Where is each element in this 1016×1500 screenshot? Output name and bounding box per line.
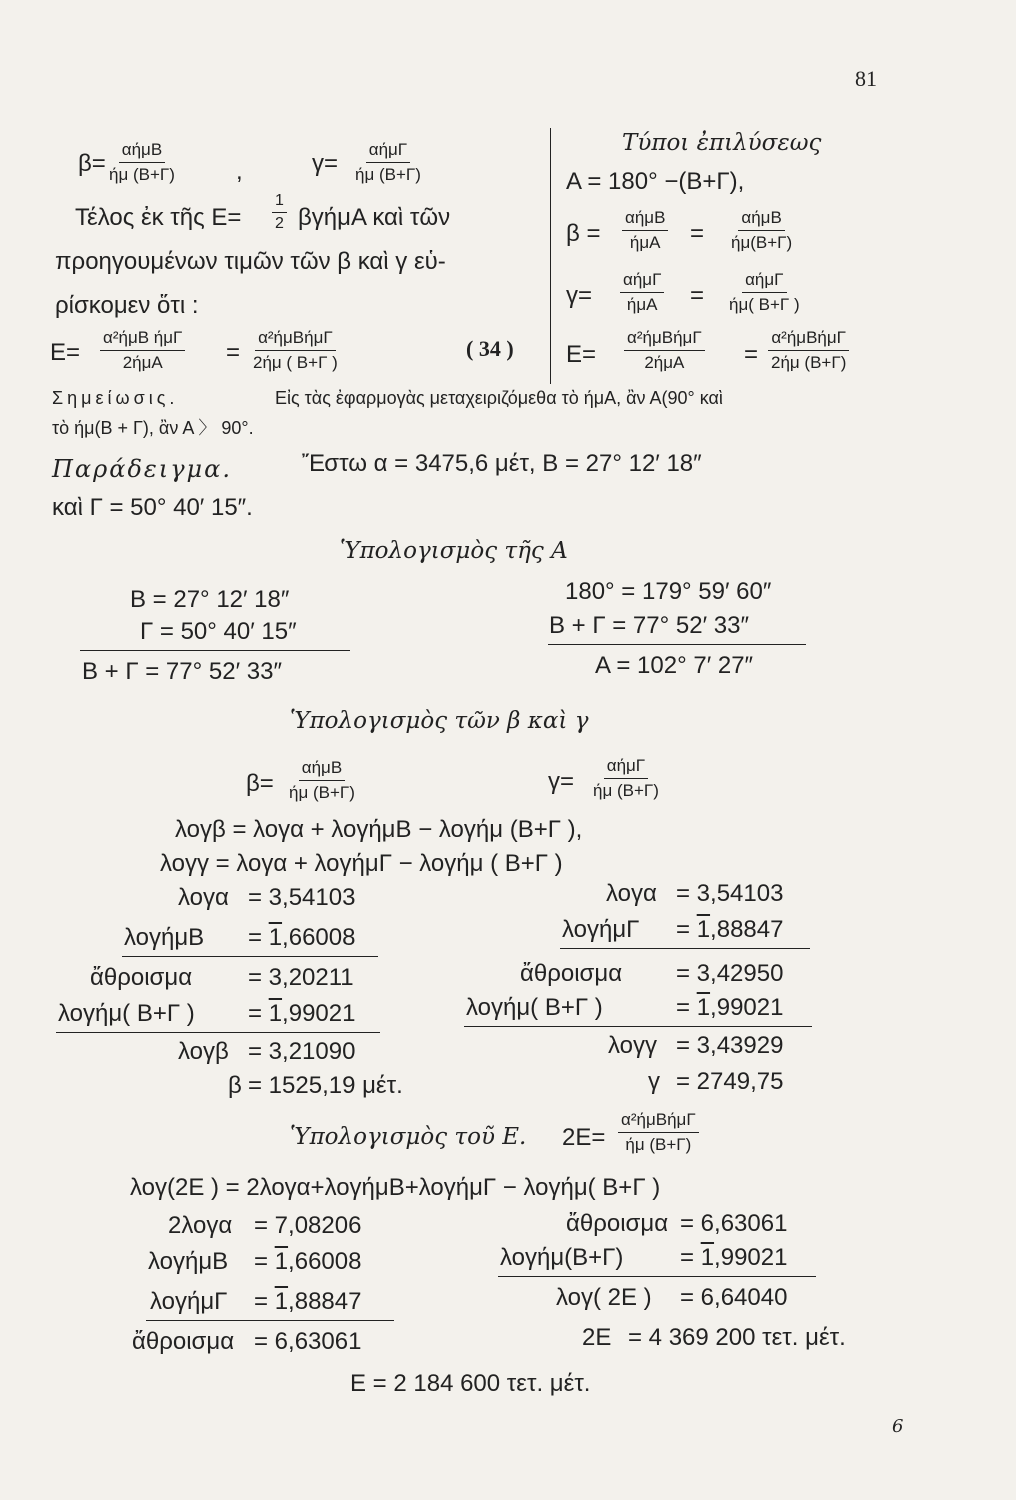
log-label: β <box>228 1072 242 1099</box>
sum-rule <box>122 956 378 957</box>
numerator: αήμΓ <box>742 270 786 293</box>
beta-fraction-1 <box>622 208 668 252</box>
bar-characteristic: 1 <box>274 1248 289 1275</box>
equals: = <box>690 220 705 247</box>
page-number: 81 <box>855 66 877 91</box>
numerator: α²ήμΒ ήμΓ <box>100 328 185 351</box>
denominator: 2ήμΑ <box>122 352 163 372</box>
equals: = <box>676 916 691 943</box>
note-label: Σημείωσις. <box>52 388 179 408</box>
equals: = <box>254 1248 269 1275</box>
gamma-lhs: γ= <box>566 282 593 309</box>
numerator: αήμΓ <box>604 756 648 779</box>
numerator: α²ήμΒήμΓ <box>624 328 705 351</box>
log-label: λογήμΓ <box>562 916 640 943</box>
bar-characteristic: 1 <box>696 916 711 943</box>
text-line: ρίσκομεν ὅτι : <box>55 292 199 319</box>
section-title: Ὑπολογισμὸς τῶν β καὶ γ <box>290 708 589 734</box>
equals: = <box>744 341 759 368</box>
mantissa: ,66008 <box>282 924 356 951</box>
log-value <box>254 1290 361 1314</box>
log-formula: λογγ = λογα + λογήμΓ − λογήμ ( Β+Γ ) <box>160 850 563 877</box>
denominator: ήμ (Β+Γ) <box>355 164 421 184</box>
numerator: αήμΒ <box>738 208 784 231</box>
denominator: ήμ (Β+Γ) <box>625 1134 692 1154</box>
bar-characteristic: 1 <box>268 924 283 951</box>
section-title: Ὑπολογισμὸς τῆς Α <box>340 538 568 564</box>
text-line: προηγουμένων τιμῶν τῶν β καὶ γ εὑ- <box>55 248 446 275</box>
log-label: λογήμΓ <box>150 1288 228 1315</box>
log-label: λογήμ(Β+Γ) <box>500 1244 624 1271</box>
gamma-fraction <box>590 756 662 800</box>
example-text: καὶ Γ = 50° 40′ 15″. <box>52 494 253 521</box>
denominator: 2ήμ ( Β+Γ ) <box>253 352 338 372</box>
log-value: = 3,54103 <box>676 880 784 907</box>
A-formula: Α = 180° −(Β+Γ), <box>566 168 745 195</box>
column-divider <box>550 128 551 384</box>
log-label: λογγ <box>608 1032 657 1059</box>
sum-rule <box>56 1032 380 1033</box>
E-fraction-1 <box>624 328 705 372</box>
numerator: α²ήμΒήμΓ <box>618 1110 699 1133</box>
sum-rule <box>560 948 810 949</box>
gamma-fraction-1 <box>620 270 664 314</box>
log-label: 2Ε <box>582 1324 612 1351</box>
log-label: ἄθροισμα <box>132 1328 235 1355</box>
log-label: λογήμΒ <box>148 1248 229 1275</box>
sum-rule <box>548 644 806 645</box>
mantissa: ,99021 <box>282 1000 356 1027</box>
denominator: ήμ (Β+Γ) <box>593 780 659 800</box>
gamma-lhs: γ= <box>312 150 339 177</box>
denominator: ήμ(Β+Γ) <box>731 232 793 252</box>
log-value: = 3,21090 <box>248 1038 356 1065</box>
log-value: = 1525,19 μέτ. <box>248 1072 403 1099</box>
sum-rule <box>498 1276 816 1277</box>
log-value: = 6,64040 <box>680 1284 788 1311</box>
calc-line: Β + Γ = 77° 52′ 33″ <box>82 658 282 685</box>
log-label: λογ( 2Ε ) <box>556 1284 652 1311</box>
denominator: ήμ (Β+Γ) <box>109 164 175 184</box>
log-label: ἄθροισμα <box>90 964 193 991</box>
log-value <box>680 1246 787 1270</box>
numerator: αήμΒ <box>622 208 668 231</box>
mantissa: ,88847 <box>288 1288 362 1315</box>
comma: , <box>236 158 243 185</box>
E-lhs: Ε= <box>50 339 81 366</box>
mantissa: ,88847 <box>710 916 784 943</box>
denominator: 2 <box>275 215 284 233</box>
equals: = <box>248 1000 263 1027</box>
calc-line: Γ = 50° 40′ 15″ <box>140 618 297 645</box>
numerator: α²ήμΒήμΓ <box>255 328 336 351</box>
final-result: Ε = 2 184 600 τετ. μέτ. <box>350 1370 591 1397</box>
denominator: ήμΑ <box>626 294 658 314</box>
formulas-title: Τύποι ἐπιλύσεως <box>622 130 822 156</box>
twoE-lhs: 2Ε= <box>562 1124 606 1151</box>
log-label: 2λογα <box>168 1212 233 1239</box>
example-text: Ἔστω α = 3475,6 μέτ, Β = 27° 12′ 18″ <box>302 450 702 477</box>
log-value: = 4 369 200 τετ. μέτ. <box>628 1324 846 1351</box>
numerator: 1 <box>272 192 287 213</box>
denominator: ήμΑ <box>629 232 661 252</box>
sum-rule <box>146 1320 394 1321</box>
E-fraction-2 <box>250 328 341 372</box>
log-value <box>676 996 783 1020</box>
sum-rule <box>464 1026 812 1027</box>
calc-line: Β + Γ = 77° 52′ 33″ <box>549 612 749 639</box>
equals: = <box>680 1244 695 1271</box>
numerator: αήμΒ <box>119 140 165 163</box>
numerator: αήμΒ <box>299 758 345 781</box>
text-line: Τέλος ἐκ τῆς Ε= <box>75 204 242 231</box>
log-value <box>248 1002 355 1026</box>
equals: = <box>676 994 691 1021</box>
beta-lhs: β= <box>78 150 106 177</box>
half-fraction <box>272 192 287 234</box>
log-value: = 3,43929 <box>676 1032 784 1059</box>
numerator: αήμΓ <box>366 140 410 163</box>
beta-lhs: β= <box>246 770 274 797</box>
mantissa: ,66008 <box>288 1248 362 1275</box>
gamma-lhs: γ= <box>548 768 575 795</box>
log-value: = 3,54103 <box>248 884 356 911</box>
signature-mark: 6 <box>892 1416 904 1437</box>
log-value: = 2749,75 <box>676 1068 784 1095</box>
note-text: Εἰς τὰς ἐφαρμογὰς μεταχειριζόμεθα τὸ ήμΑ, ἂν Α(90° καὶ <box>275 388 723 408</box>
beta-fraction <box>286 758 358 802</box>
bar-characteristic: 1 <box>274 1288 289 1315</box>
bar-characteristic: 1 <box>268 1000 283 1027</box>
log-label: λογήμ( Β+Γ ) <box>58 1000 195 1027</box>
calc-line: 180° = 179° 59′ 60″ <box>565 578 772 605</box>
log-label: λογβ <box>178 1038 229 1065</box>
beta-lhs: β = <box>566 220 601 247</box>
numerator: α²ήμΒήμΓ <box>768 328 849 351</box>
log-label: λογα <box>606 880 657 907</box>
gamma-fraction-2 <box>726 270 803 314</box>
E-fraction-2 <box>768 328 849 372</box>
mantissa: ,99021 <box>710 994 784 1021</box>
section-title: Ὑπολογισμὸς τοῦ Ε. <box>290 1124 527 1150</box>
equals: = <box>254 1288 269 1315</box>
log-label: λογήμΒ <box>124 924 205 951</box>
calc-line: Β = 27° 12′ 18″ <box>130 586 290 613</box>
log-value: = 3,42950 <box>676 960 784 987</box>
log-label: γ <box>648 1068 660 1095</box>
log-value <box>254 1250 361 1274</box>
log-value <box>676 918 783 942</box>
log-formula: λογ(2Ε ) = 2λογα+λογήμΒ+λογήμΓ − λογήμ( Β+Γ ) <box>130 1174 661 1201</box>
log-value <box>248 926 355 950</box>
beta-fraction <box>106 140 178 184</box>
log-value: = 6,63061 <box>680 1210 788 1237</box>
denominator: ήμ (Β+Γ) <box>289 782 355 802</box>
E-lhs: Ε= <box>566 341 597 368</box>
log-label: ἄθροισμα <box>566 1210 669 1237</box>
calc-line: Α = 102° 7′ 27″ <box>595 652 754 679</box>
bar-characteristic: 1 <box>696 994 711 1021</box>
equals: = <box>690 282 705 309</box>
example-label: Παράδειγμα. <box>52 455 232 483</box>
E-fraction-1 <box>100 328 185 372</box>
denominator: 2ήμΑ <box>644 352 685 372</box>
text-line: βγήμΑ καὶ τῶν <box>298 204 451 231</box>
twoE-fraction <box>618 1110 699 1154</box>
log-value: = 7,08206 <box>254 1212 362 1239</box>
log-label: ἄθροισμα <box>520 960 623 987</box>
equation-number: ( 34 ) <box>466 336 514 361</box>
equals: = <box>248 924 263 951</box>
sum-rule <box>80 650 350 651</box>
mantissa: ,99021 <box>714 1244 788 1271</box>
numerator: αήμΓ <box>620 270 664 293</box>
log-value: = 3,20211 <box>248 964 354 991</box>
equals: = <box>226 339 241 366</box>
gamma-fraction <box>352 140 424 184</box>
beta-fraction-2 <box>728 208 795 252</box>
log-label: λογήμ( Β+Γ ) <box>466 994 603 1021</box>
log-label: λογα <box>178 884 229 911</box>
log-formula: λογβ = λογα + λογήμΒ − λογήμ (Β+Γ ), <box>175 816 583 843</box>
log-value: = 6,63061 <box>254 1328 362 1355</box>
bar-characteristic: 1 <box>700 1244 715 1271</box>
denominator: ήμ( Β+Γ ) <box>729 294 800 314</box>
denominator: 2ήμ (Β+Γ) <box>771 352 847 372</box>
note-text: τὸ ήμ(Β + Γ), ἂν Α 〉 90°. <box>52 418 254 438</box>
